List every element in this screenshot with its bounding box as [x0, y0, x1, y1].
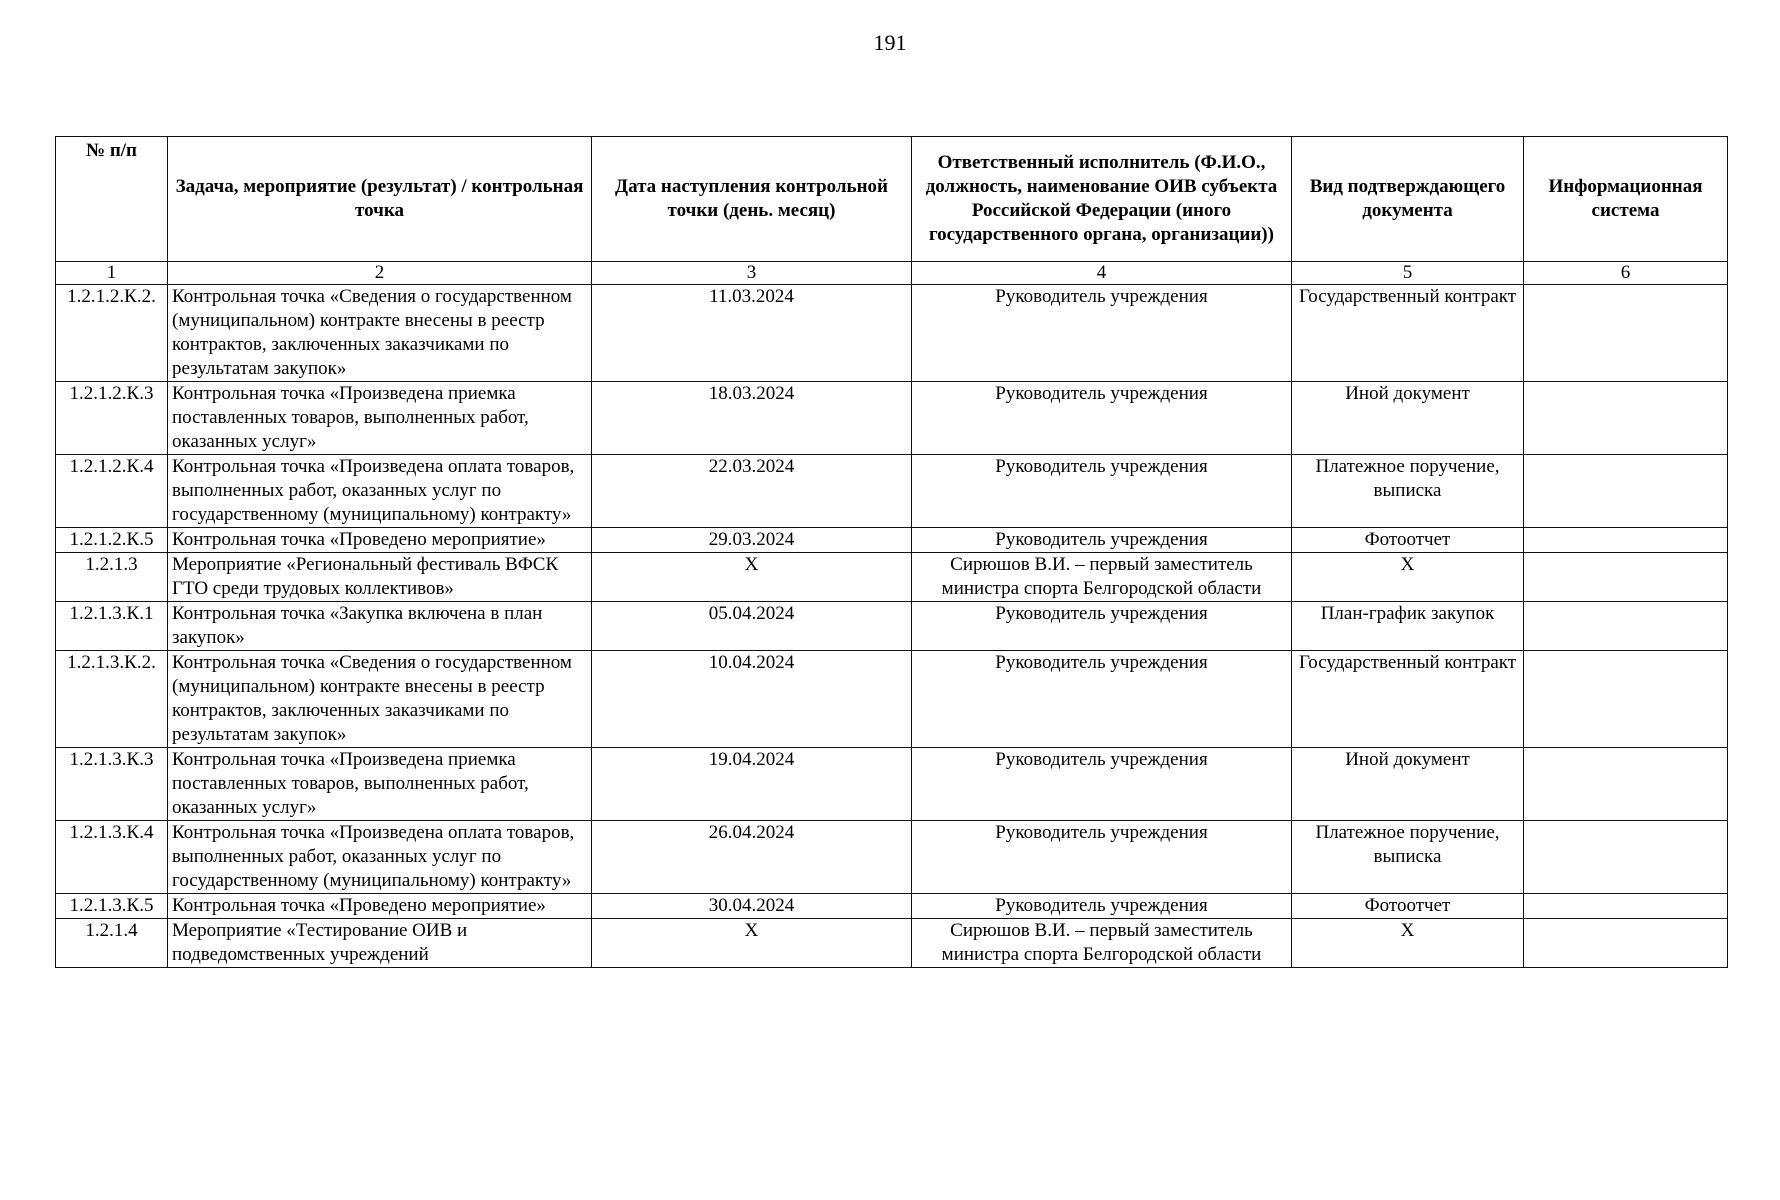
row-system — [1524, 651, 1728, 748]
row-doc: Государственный контракт — [1292, 285, 1524, 382]
table-row — [56, 821, 1728, 894]
row-responsible: Руководитель учреждения — [912, 748, 1292, 821]
row-responsible: Руководитель учреждения — [912, 821, 1292, 894]
row-num: 1.2.1.2.К.4 — [56, 455, 168, 528]
row-doc: Фотоотчет — [1292, 894, 1524, 919]
row-date: 30.04.2024 — [592, 894, 912, 919]
row-doc: План-график закупок — [1292, 602, 1524, 651]
row-task: Контрольная точка «Сведения о государственном (муниципальном) контракте внесены в реестр контрактов, заключенных заказчиками по результатам закупок» — [168, 285, 592, 382]
row-responsible: Руководитель учреждения — [912, 455, 1292, 528]
row-system — [1524, 553, 1728, 602]
table-row — [56, 455, 1728, 528]
row-task: Мероприятие «Тестирование ОИВ и подведомственных учреждений — [168, 919, 592, 968]
row-system — [1524, 748, 1728, 821]
table-row — [56, 382, 1728, 455]
table-row — [56, 651, 1728, 748]
row-task: Мероприятие «Региональный фестиваль ВФСК ГТО среди трудовых коллективов» — [168, 553, 592, 602]
row-task: Контрольная точка «Произведена оплата товаров, выполненных работ, оказанных услуг по государственному (муниципальному) контракту» — [168, 821, 592, 894]
row-date: 18.03.2024 — [592, 382, 912, 455]
control-points-table — [55, 136, 1728, 968]
row-task: Контрольная точка «Произведена оплата товаров, выполненных работ, оказанных услуг по государственному (муниципальному) контракту» — [168, 455, 592, 528]
row-date: 05.04.2024 — [592, 602, 912, 651]
page-number: 191 — [873, 30, 907, 55]
row-doc: Иной документ — [1292, 382, 1524, 455]
column-number: 5 — [1292, 262, 1524, 285]
row-responsible: Руководитель учреждения — [912, 894, 1292, 919]
header-doc-type: Вид подтверждающего документа — [1292, 137, 1524, 262]
table-row — [56, 528, 1728, 553]
row-doc: Иной документ — [1292, 748, 1524, 821]
row-task: Контрольная точка «Произведена приемка поставленных товаров, выполненных работ, оказанных услуг» — [168, 382, 592, 455]
row-date: 22.03.2024 — [592, 455, 912, 528]
column-number: 2 — [168, 262, 592, 285]
row-system — [1524, 455, 1728, 528]
row-system — [1524, 894, 1728, 919]
column-number: 1 — [56, 262, 168, 285]
row-date: 19.04.2024 — [592, 748, 912, 821]
header-task: Задача, мероприятие (результат) / контрольная точка — [168, 137, 592, 262]
row-system — [1524, 821, 1728, 894]
row-responsible: Руководитель учреждения — [912, 382, 1292, 455]
row-num: 1.2.1.2.К.3 — [56, 382, 168, 455]
row-responsible: Руководитель учреждения — [912, 602, 1292, 651]
row-responsible: Руководитель учреждения — [912, 285, 1292, 382]
row-date: 29.03.2024 — [592, 528, 912, 553]
header-num: № п/п — [56, 137, 168, 262]
row-responsible: Сирюшов В.И. – первый заместитель министра спорта Белгородской области — [912, 553, 1292, 602]
column-numbers-row — [56, 262, 1728, 285]
table-row — [56, 919, 1728, 968]
row-num: 1.2.1.2.К.2. — [56, 285, 168, 382]
row-system — [1524, 528, 1728, 553]
row-num: 1.2.1.4 — [56, 919, 168, 968]
row-num: 1.2.1.3.К.3 — [56, 748, 168, 821]
row-doc: Государственный контракт — [1292, 651, 1524, 748]
row-date: 11.03.2024 — [592, 285, 912, 382]
row-doc: Х — [1292, 553, 1524, 602]
row-responsible: Руководитель учреждения — [912, 651, 1292, 748]
row-date: 10.04.2024 — [592, 651, 912, 748]
row-num: 1.2.1.2.К.5 — [56, 528, 168, 553]
row-task: Контрольная точка «Закупка включена в план закупок» — [168, 602, 592, 651]
row-system — [1524, 919, 1728, 968]
row-num: 1.2.1.3.К.5 — [56, 894, 168, 919]
row-system — [1524, 602, 1728, 651]
row-doc: Фотоотчет — [1292, 528, 1524, 553]
row-num: 1.2.1.3 — [56, 553, 168, 602]
row-num: 1.2.1.3.К.2. — [56, 651, 168, 748]
row-task: Контрольная точка «Проведено мероприятие» — [168, 528, 592, 553]
header-info-system: Информационная система — [1524, 137, 1728, 262]
column-number: 6 — [1524, 262, 1728, 285]
table-row — [56, 285, 1728, 382]
row-system — [1524, 382, 1728, 455]
row-doc: Платежное поручение, выписка — [1292, 821, 1524, 894]
row-task: Контрольная точка «Произведена приемка поставленных товаров, выполненных работ, оказанных услуг» — [168, 748, 592, 821]
row-doc: Х — [1292, 919, 1524, 968]
row-num: 1.2.1.3.К.4 — [56, 821, 168, 894]
column-number: 4 — [912, 262, 1292, 285]
row-responsible: Сирюшов В.И. – первый заместитель министра спорта Белгородской области — [912, 919, 1292, 968]
row-date: Х — [592, 919, 912, 968]
column-number: 3 — [592, 262, 912, 285]
row-num: 1.2.1.3.К.1 — [56, 602, 168, 651]
row-doc: Платежное поручение, выписка — [1292, 455, 1524, 528]
table-row — [56, 602, 1728, 651]
header-responsible: Ответственный исполнитель (Ф.И.О., должность, наименование ОИВ субъекта Российской Федерации (иного государственного органа, организации)) — [912, 137, 1292, 262]
row-responsible: Руководитель учреждения — [912, 528, 1292, 553]
row-task: Контрольная точка «Проведено мероприятие» — [168, 894, 592, 919]
table-header-row — [56, 137, 1728, 262]
row-date: 26.04.2024 — [592, 821, 912, 894]
table-row — [56, 894, 1728, 919]
table-row — [56, 748, 1728, 821]
row-date: Х — [592, 553, 912, 602]
header-date: Дата наступления контрольной точки (день. месяц) — [592, 137, 912, 262]
table-row — [56, 553, 1728, 602]
row-system — [1524, 285, 1728, 382]
row-task: Контрольная точка «Сведения о государственном (муниципальном) контракте внесены в реестр контрактов, заключенных заказчиками по результатам закупок» — [168, 651, 592, 748]
